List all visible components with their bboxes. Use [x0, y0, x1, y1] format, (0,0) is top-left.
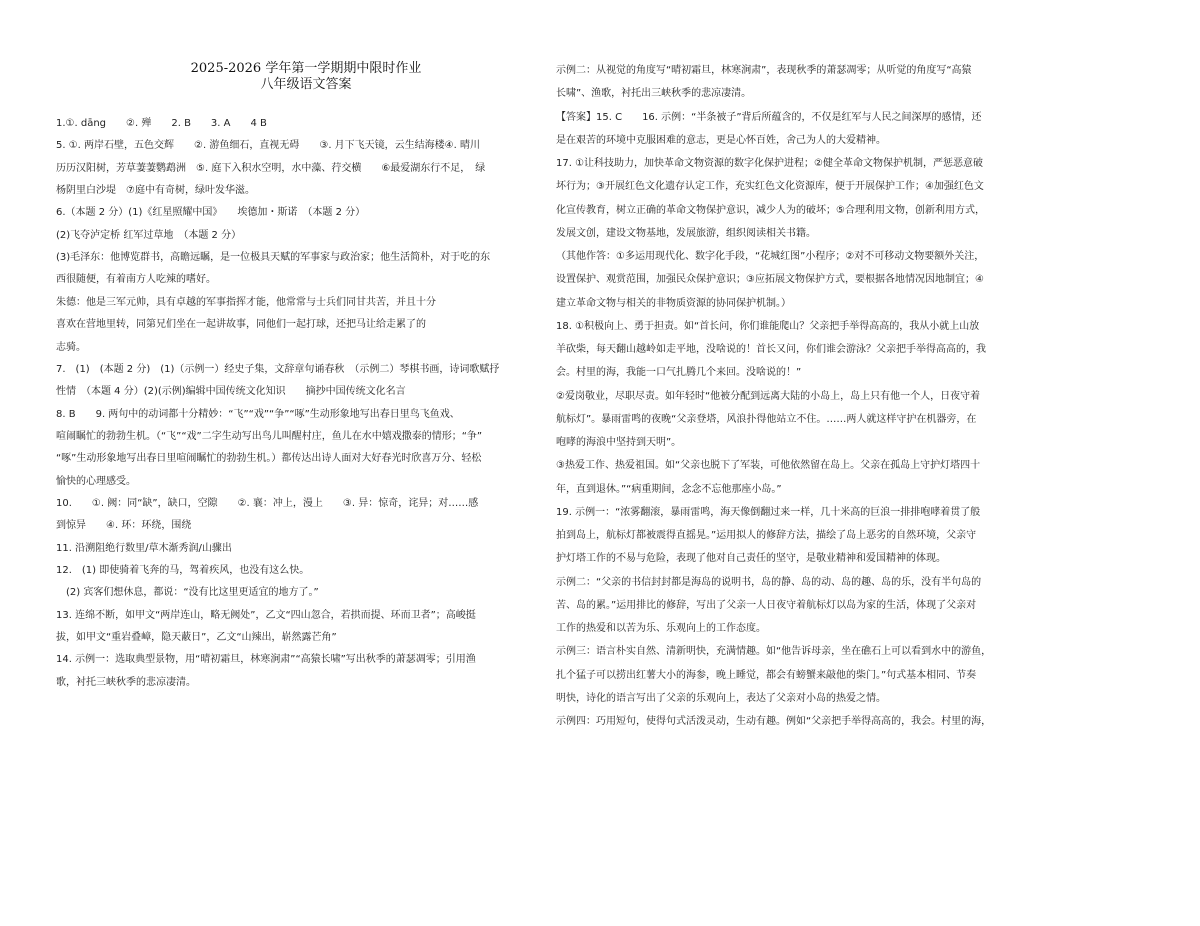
right-column-line: 是在艰苦的环境中克服困难的意志，更是心怀百姓，舍己为人的大爱精神。 [556, 134, 886, 146]
right-column-line: （其他作答：①多运用现代化、数字化手段，“花城红图”小程序；②对不可移动文物要额外关注， [556, 251, 985, 262]
left-column-line: “啄”生动形象地写出春日里喧闹瞩忙的勃勃生机。）都传达出诗人面对大好春光时欣喜万分、轻松 [56, 453, 482, 465]
left-column-line: 11. 沿溯阻绝行数里/草木渐秀润/山骤出 [56, 542, 232, 554]
left-column-line: (2)飞夺泸定桥 红军过草地 （本题 2 分） [56, 229, 242, 241]
left-column-line: 志骑。 [56, 341, 86, 353]
left-column-line: (3)毛泽东：他博览群书，高瞻远瞩，是一位极具天赋的军事家与政治家；他生活简朴，对于吃的东 [56, 252, 491, 264]
left-column-line: 8. B 9. 两句中的动词都十分精妙：“飞”“戏”“争”“啄”生动形象地写出春日里鸟飞鱼戏、 [56, 408, 460, 420]
right-column-line: 【答案】15. C 16. 示例：“半条被子”背后所蕴含的，不仅是红军与人民之间深厚的感情，还 [556, 111, 982, 123]
right-column-line: 发展文创，建设文物基地，发展旅游，组织阅读相关书籍。 [556, 227, 816, 239]
left-column-line: (2) 宾客们想休息，都说：“没有比这里更适宜的地方了。” [56, 587, 319, 599]
right-column-line: 扎个猛子可以捞出红薯大小的海参，晚上睡觉，都会有螃蟹来敲他的柴门。”句式基本相同、节奏 [556, 669, 977, 681]
left-column-line: 1.①. dāng ②. 殚 2. B 3. A 4 B [56, 118, 267, 129]
right-column-line: 17. ①让科技助力，加快革命文物资源的数字化保护进程；②健全革命文物保护机制，严惩恶意破 [556, 158, 984, 169]
left-column-line: 7. (1) (本题 2 分) (1)（示例一）经史子集，文辞章句诵春秋 （示例二）琴棋书画，诗词歌赋抒 [56, 363, 500, 375]
left-column-line: 到惊异 ④. 环：环绕，围绕 [56, 520, 192, 532]
document-title: 2025-2026 学年第一学期期中限时作业 [190, 61, 422, 76]
left-column-line: 拔，如甲文“重岩叠嶂，隐天蔽日”，乙文“山辣出，崭然露芒角” [56, 632, 337, 644]
left-column-line: 朱德：他是三军元帅，具有卓越的军事指挥才能，他常常与士兵们同甘共苦，并且十分 [56, 296, 436, 308]
left-column-line: 14. 示例一：选取典型景物，用“晴初霜旦，林寒涧肃”“高猿长啸”写出秋季的萧瑟凋零；引用渔 [56, 654, 476, 666]
right-column-line: 航标灯”。暴雨雷鸣的夜晚“父亲登塔，风浪扑得他站立不住。……两人就这样守护在机器旁，在 [556, 413, 977, 425]
left-column-line: 喜欢在营地里转，同第兄们坐在一起讲故事，同他们一起打球，还把马让给走累了的 [56, 319, 426, 331]
right-column-line: 咆哮的海浪中坚持到天明”。 [556, 437, 682, 448]
right-column-line: 长啸”、渔歌，衬托出三峡秋季的悲凉凄清。 [556, 88, 752, 100]
right-column-line: 会。村里的海，我能一口气扎腾几个来回。没啥说的！” [556, 367, 802, 379]
right-column-line: 羊砍柴，每天翻山越岭如走平地，没啥说的！首长又问，你们谁会游泳？父亲把手举得高高的，我 [556, 344, 986, 355]
right-column-line: 明快，诗化的语言写出了父亲的乐观向上，表达了父亲对小岛的热爱之情。 [556, 692, 886, 704]
right-column-line: 示例三：语言朴实自然、清新明快，充满情趣。如“他告诉母亲，坐在礁石上可以看到水中的游鱼， [556, 646, 992, 658]
right-column-line: 设置保护、观赏范围，加强民众保护意识；③应拓展文物保护方式，要根据各地情况因地制宜；④ [556, 274, 984, 286]
left-column-line: 历历汉阳树，芳草萋萋鹦鹉洲 ⑤. 庭下入积水空明，水中藻、荇交横 ⑥最爱湖东行不足， 绿 [56, 162, 486, 174]
left-column-line: 喧闹瞩忙的勃勃生机。（“飞”“戏”二字生动写出鸟儿叫醒村庄，鱼儿在水中嬉戏撒泰的情形；“争” [56, 430, 483, 442]
right-column-line: 示例二：从视觉的角度写“晴初霜旦，林寒涧肃”，表现秋季的萧瑟凋零；从听觉的角度写“高猿 [556, 65, 972, 76]
left-column-line: 5. ①. 两岸石壁，五色交辉 ②. 游鱼细石，直视无碍 ③. 月下飞天镜，云生结海楼④. 晴川 [56, 140, 481, 152]
right-column-line: 示例二：“父亲的书信封封都是海岛的说明书，岛的静、岛的动、岛的趣、岛的乐，没有半句岛的 [556, 576, 982, 588]
left-column-line: 性情 （本题 4 分）(2)(示例)编辑中国传统文化知识 摘抄中国传统文化名言 [56, 386, 406, 398]
left-column-line: 歌，衬托三峡秋季的悲凉凄清。 [56, 676, 196, 688]
right-column-line: ③热爱工作、热爱祖国。如“父亲也脱下了军装，可他依然留在岛上。父亲在孤岛上守护灯塔四十 [556, 460, 981, 472]
left-column-line: 6.（本题 2 分）(1)《红星照耀中国》 埃德加・斯诺 （本题 2 分） [56, 207, 366, 219]
left-column-line: 西很随便，有着南方人吃辣的嗜好。 [56, 274, 216, 286]
left-column-line: 13. 连绵不断，如甲文“两岸连山，略无阙处”，乙文“四山忽合，若拱而提、环而卫者”；高峻挺 [56, 609, 476, 621]
right-column-line: 苦、岛的累。”运用排比的修辞，写出了父亲一人日夜守着航标灯以岛为家的生活，体现了父亲对 [556, 599, 977, 611]
document-subtitle: 八年级语文答案 [260, 77, 352, 92]
left-column-line: 10. ①. 阙：同“缺”，缺口，空隙 ②. 襄：冲上，漫上 ③. 异：惊奇，诧异；对……感 [56, 497, 479, 509]
left-column-line: 杨阴里白沙堤 ⑦庭中有奇树，绿叶发华滋。 [56, 185, 255, 197]
right-column-line: 坏行为；③开展红色文化遗存认定工作，充实红色文化资源库，便于开展保护工作；④加强红色文 [556, 181, 984, 193]
right-column-line: ②爱岗敬业，尽职尽责。如年轻时“他被分配到远离大陆的小岛上，岛上只有他一个人，日夜守着 [556, 390, 981, 402]
left-column-line: 愉快的心理感受。 [56, 475, 136, 487]
left-column-line: 12. (1) 即使骑着飞奔的马，驾着疾风，也没有这么快。 [56, 565, 310, 576]
right-column-line: 示例四：巧用短句，使得句式活泼灵动，生动有趣。例如“父亲把手举得高高的，我会。村里的海， [556, 716, 992, 727]
right-column-line: 拍到岛上，航标灯都被震得直摇晃。”运用拟人的修辞方法，描绘了岛上恶劣的自然环境，父亲守 [556, 530, 977, 541]
right-column-line: 工作的热爱和以苦为乐、乐观向上的工作态度。 [556, 623, 766, 634]
right-column-line: 护灯塔工作的不易与危险，表现了他对自己责任的坚守，是敬业精神和爱国精神的体现。 [556, 553, 946, 565]
right-column-line: 18. ①积极向上、勇于担责。如“首长问，你们谁能爬山？父亲把手举得高高的，我从小就上山放 [556, 320, 980, 332]
right-column-line: 年，直到退休。”“病重期间，念念不忘他那座小岛。” [556, 483, 782, 495]
right-column-line: 19. 示例一：“浓雾翻滚，暴雨雷鸣，海天像倒翻过来一样，几十米高的巨浪一排排咆哮着贯了般 [556, 506, 981, 518]
right-column-line: 建立革命文物与相关的非物质资源的协同保护机制。） [556, 297, 791, 309]
right-column-line: 化宣传教育，树立正确的革命文物保护意识，减少人为的破坏；⑤合理利用文物，创新利用方式， [556, 204, 985, 216]
